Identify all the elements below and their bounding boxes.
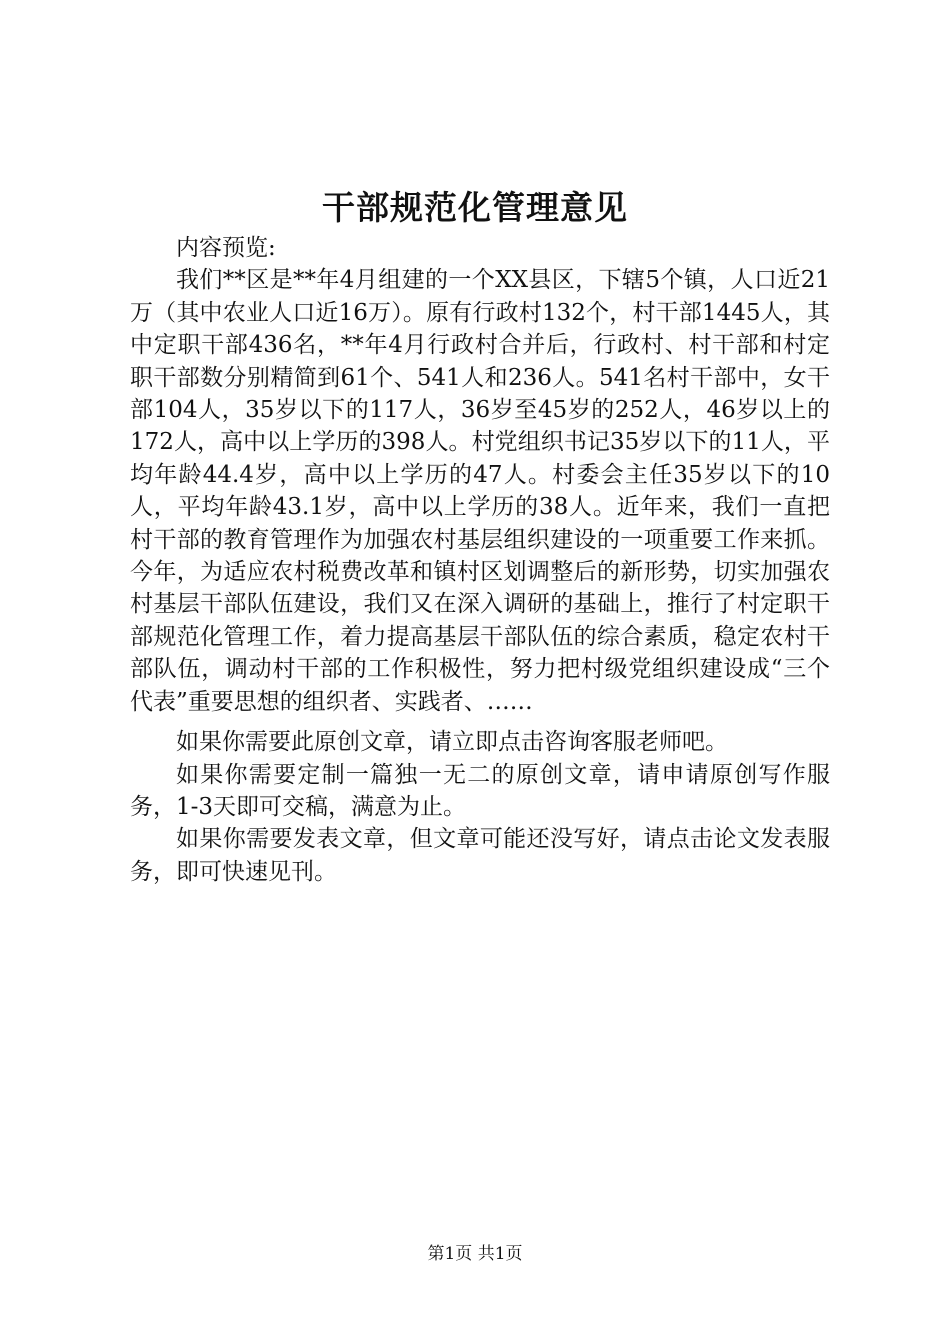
service-paragraph-publishing: 如果你需要发表文章，但文章可能还没写好，请点击论文发表服务，即可快速见刊。: [130, 826, 830, 885]
document-body: [130, 232, 830, 888]
preview-label: 内容预览:: [176, 235, 276, 261]
service-paragraph-consult: 如果你需要此原创文章，请立即点击咨询客服老师吧。: [176, 729, 728, 756]
service-paragraph-custom-writing: 如果你需要定制一篇独一无二的原创文章，请申请原创写作服务，1-3天即可交稿，满意为止。: [130, 761, 830, 820]
document-title: 干部规范化管理意见: [322, 188, 628, 227]
page-footer: 第1页 共1页: [427, 1244, 523, 1264]
main-paragraph: 我们**区是**年4月组建的一个XX县区，下辖5个镇，人口近21万（其中农业人口近16万）。原有行政村132个，村干部1445人，其中定职干部436名，**年4月行政村合并后，行政村、村干部和村定职干部数分别精简到61个、541人和236人。541名村干部中，女干部104人，35岁以下的117人，36岁至45岁的252人，46岁以上的172人，高中以上学历的398人。村党组织书记35岁以下的11人，平均年龄44.4岁，高中以上学历的47人。村委会主任35岁以下的10人，平均年龄43.1岁，高中以上学历的38人。近年来，我们一直把村干部的教育管理作为加强农村基层组织建设的一项重要工作来抓。今年，为适应农村税费改革和镇村区划调整后的新形势，切实加强农村基层干部队伍建设，我们又在深入调研的基础上，推行了村定职干部规范化管理工作，着力提高基层干部队伍的综合素质，稳定农村干部队伍，调动村干部的工作积极性，努力把村级党组织建设成“三个代表”重要思想的组织者、实践者、……: [130, 267, 830, 715]
